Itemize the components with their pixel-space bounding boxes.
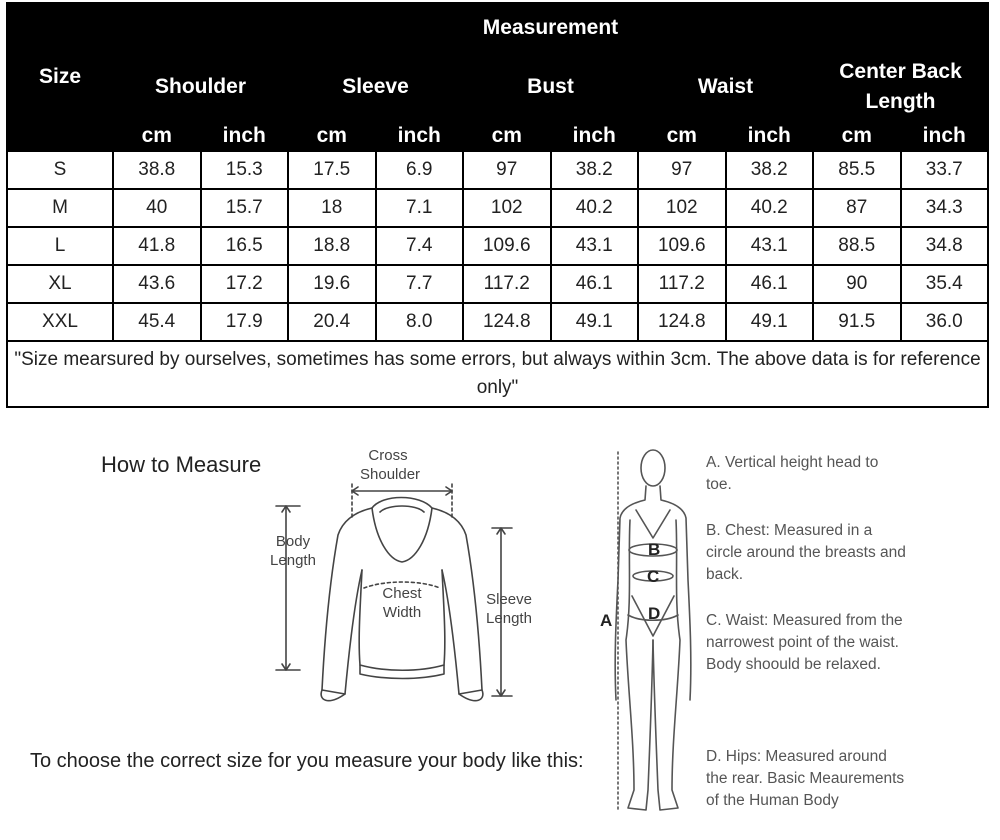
size-column-header: Size xyxy=(7,3,113,151)
size-cell: M xyxy=(7,189,113,227)
size-cell: XL xyxy=(7,265,113,303)
unit-header: cm xyxy=(463,121,551,151)
value-cell: 20.4 xyxy=(288,303,376,341)
unit-header: inch xyxy=(726,121,814,151)
value-cell: 7.4 xyxy=(376,227,464,265)
unit-header: cm xyxy=(638,121,726,151)
unit-header: inch xyxy=(551,121,639,151)
value-cell: 7.7 xyxy=(376,265,464,303)
unit-header: cm xyxy=(813,121,901,151)
value-cell: 41.8 xyxy=(113,227,201,265)
value-cell: 49.1 xyxy=(726,303,814,341)
value-cell: 40.2 xyxy=(551,189,639,227)
value-cell: 43.1 xyxy=(551,227,639,265)
value-cell: 40 xyxy=(113,189,201,227)
value-cell: 38.8 xyxy=(113,151,201,189)
body-length-label: Body Length xyxy=(270,533,316,569)
size-cell: XXL xyxy=(7,303,113,341)
value-cell: 7.1 xyxy=(376,189,464,227)
value-cell: 46.1 xyxy=(726,265,814,303)
value-cell: 90 xyxy=(813,265,901,303)
value-cell: 15.7 xyxy=(201,189,289,227)
legend-item-c: C. Waist: Measured from the narrowest point of the waist. Body shoould be relaxed. xyxy=(706,612,903,673)
value-cell: 34.8 xyxy=(901,227,989,265)
group-header-center-back-length: Center Back Length xyxy=(813,53,988,121)
label-d: D xyxy=(648,604,661,623)
unit-header: cm xyxy=(113,121,201,151)
value-cell: 40.2 xyxy=(726,189,814,227)
value-cell: 102 xyxy=(463,189,551,227)
value-cell: 34.3 xyxy=(901,189,989,227)
size-cell: S xyxy=(7,151,113,189)
value-cell: 33.7 xyxy=(901,151,989,189)
value-cell: 18 xyxy=(288,189,376,227)
unit-header: inch xyxy=(201,121,289,151)
value-cell: 117.2 xyxy=(638,265,726,303)
value-cell: 85.5 xyxy=(813,151,901,189)
value-cell: 43.6 xyxy=(113,265,201,303)
value-cell: 15.3 xyxy=(201,151,289,189)
value-cell: 87 xyxy=(813,189,901,227)
value-cell: 117.2 xyxy=(463,265,551,303)
how-to-measure-title: How to Measure xyxy=(101,452,262,477)
chest-width-label: Chest Width xyxy=(382,585,422,621)
value-cell: 17.9 xyxy=(201,303,289,341)
value-cell: 8.0 xyxy=(376,303,464,341)
value-cell: 6.9 xyxy=(376,151,464,189)
value-cell: 124.8 xyxy=(638,303,726,341)
group-header-waist: Waist xyxy=(638,53,813,121)
unit-header: inch xyxy=(901,121,989,151)
value-cell: 36.0 xyxy=(901,303,989,341)
value-cell: 109.6 xyxy=(463,227,551,265)
value-cell: 46.1 xyxy=(551,265,639,303)
value-cell: 88.5 xyxy=(813,227,901,265)
measurement-header: Measurement xyxy=(113,3,988,53)
human-figure-illustration xyxy=(615,450,691,812)
choose-size-instruction: To choose the correct size for you measure your body like this: xyxy=(30,750,584,772)
size-cell: L xyxy=(7,227,113,265)
value-cell: 102 xyxy=(638,189,726,227)
sleeve-length-label: Sleeve Length xyxy=(486,591,532,627)
group-header-shoulder: Shoulder xyxy=(113,53,288,121)
value-cell: 124.8 xyxy=(463,303,551,341)
value-cell: 18.8 xyxy=(288,227,376,265)
value-cell: 109.6 xyxy=(638,227,726,265)
value-cell: 38.2 xyxy=(551,151,639,189)
legend-item-a: A. Vertical height head to toe. xyxy=(706,454,879,493)
value-cell: 97 xyxy=(463,151,551,189)
value-cell: 38.2 xyxy=(726,151,814,189)
value-cell: 49.1 xyxy=(551,303,639,341)
value-cell: 91.5 xyxy=(813,303,901,341)
label-c: C xyxy=(647,567,660,586)
value-cell: 17.2 xyxy=(201,265,289,303)
value-cell: 35.4 xyxy=(901,265,989,303)
group-header-bust: Bust xyxy=(463,53,638,121)
legend-item-b: B. Chest: Measured in a circle around the breasts and back. xyxy=(706,522,906,583)
reference-note: "Size mearsured by ourselves, sometimes has some errors, but always within 3cm. The above data is for reference only" xyxy=(7,341,988,407)
value-cell: 16.5 xyxy=(201,227,289,265)
value-cell: 43.1 xyxy=(726,227,814,265)
label-b: B xyxy=(648,540,661,559)
legend-item-d: D. Hips: Measured around the rear. Basic Meaurements of the Human Body xyxy=(706,748,905,809)
value-cell: 17.5 xyxy=(288,151,376,189)
value-cell: 97 xyxy=(638,151,726,189)
group-header-sleeve: Sleeve xyxy=(288,53,463,121)
value-cell: 19.6 xyxy=(288,265,376,303)
cross-shoulder-label: Cross Shoulder xyxy=(360,447,421,483)
value-cell: 45.4 xyxy=(113,303,201,341)
unit-header: inch xyxy=(376,121,464,151)
unit-header: cm xyxy=(288,121,376,151)
label-a: A xyxy=(600,611,613,630)
